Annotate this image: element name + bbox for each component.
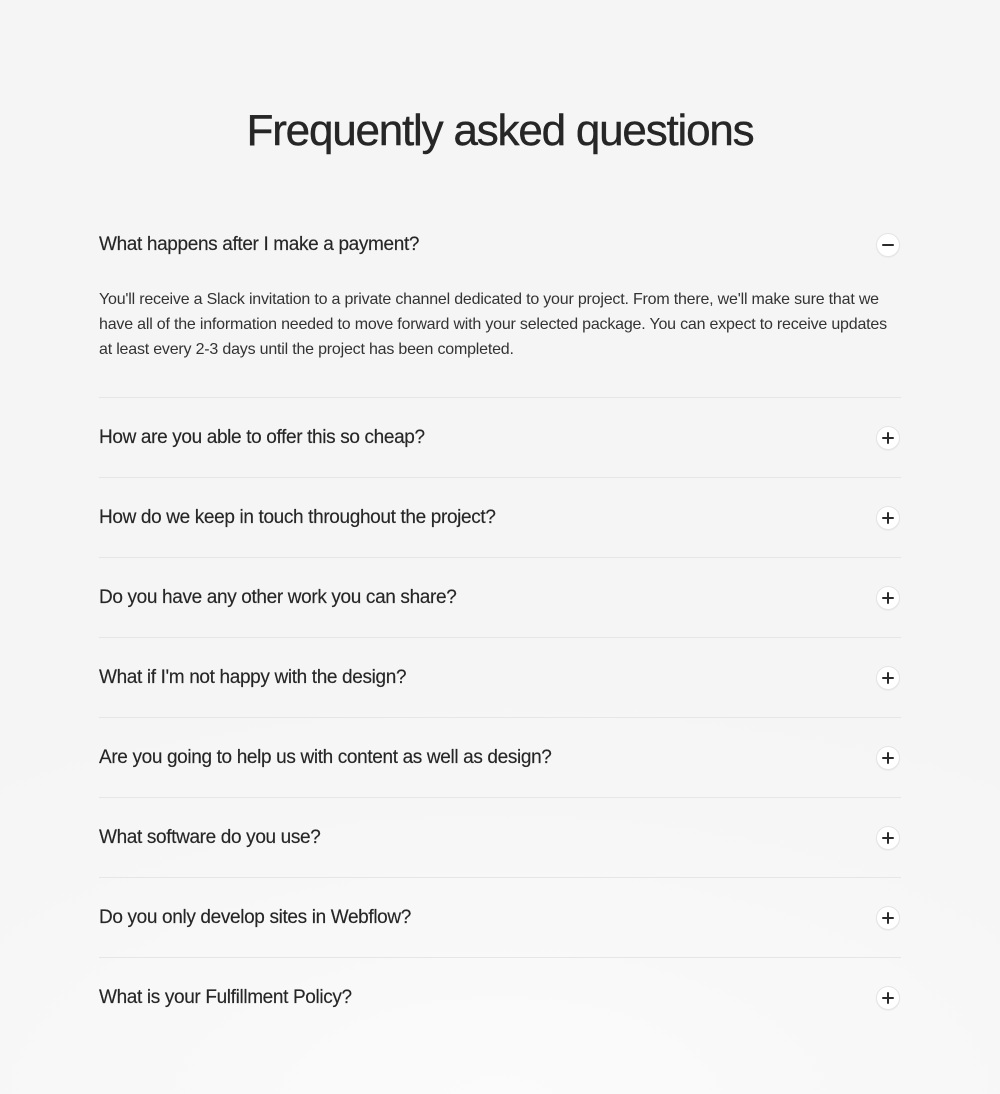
faq-item xyxy=(99,558,901,638)
faq-question: How are you able to offer this so cheap? xyxy=(99,426,425,448)
faq-question-row[interactable] xyxy=(99,205,901,285)
faq-question: What software do you use? xyxy=(99,826,321,848)
faq-item xyxy=(99,878,901,958)
page-title: Frequently asked questions xyxy=(246,106,754,155)
faq-item xyxy=(99,205,901,398)
plus-icon[interactable] xyxy=(876,986,900,1010)
faq-item xyxy=(99,958,901,1037)
faq-item xyxy=(99,638,901,718)
faq-list xyxy=(99,205,901,1037)
faq-question: What happens after I make a payment? xyxy=(99,234,420,255)
faq-question-row[interactable] xyxy=(99,478,901,557)
faq-question-row[interactable] xyxy=(99,878,901,957)
faq-question: Do you have any other work you can share? xyxy=(99,586,457,608)
faq-question: How do we keep in touch throughout the project? xyxy=(99,506,496,528)
plus-icon[interactable] xyxy=(876,586,900,610)
plus-icon[interactable] xyxy=(876,906,900,930)
faq-answer: You'll receive a Slack invitation to a private channel dedicated to your project. From there, we'll make sure that we have all of the information needed to move forward with your selected package. You can expect to receive updates at least every 2-3 days until the project has been completed. xyxy=(99,291,887,358)
faq-question-row[interactable] xyxy=(99,398,901,477)
plus-icon[interactable] xyxy=(876,746,900,770)
faq-question-row[interactable] xyxy=(99,798,901,877)
plus-icon[interactable] xyxy=(876,666,900,690)
faq-item xyxy=(99,478,901,558)
plus-icon[interactable] xyxy=(876,826,900,850)
faq-item xyxy=(99,798,901,878)
faq-question: Are you going to help us with content as well as design? xyxy=(99,746,552,768)
minus-icon[interactable] xyxy=(876,233,900,257)
faq-question: What is your Fulfillment Policy? xyxy=(99,986,352,1008)
faq-item xyxy=(99,718,901,798)
faq-question: Do you only develop sites in Webflow? xyxy=(99,906,411,928)
faq-question: What if I'm not happy with the design? xyxy=(99,666,407,688)
plus-icon[interactable] xyxy=(876,506,900,530)
faq-question-row[interactable] xyxy=(99,718,901,797)
faq-question-row[interactable] xyxy=(99,638,901,717)
faq-question-row[interactable] xyxy=(99,958,901,1037)
faq-question-row[interactable] xyxy=(99,558,901,637)
faq-item xyxy=(99,398,901,478)
plus-icon[interactable] xyxy=(876,426,900,450)
